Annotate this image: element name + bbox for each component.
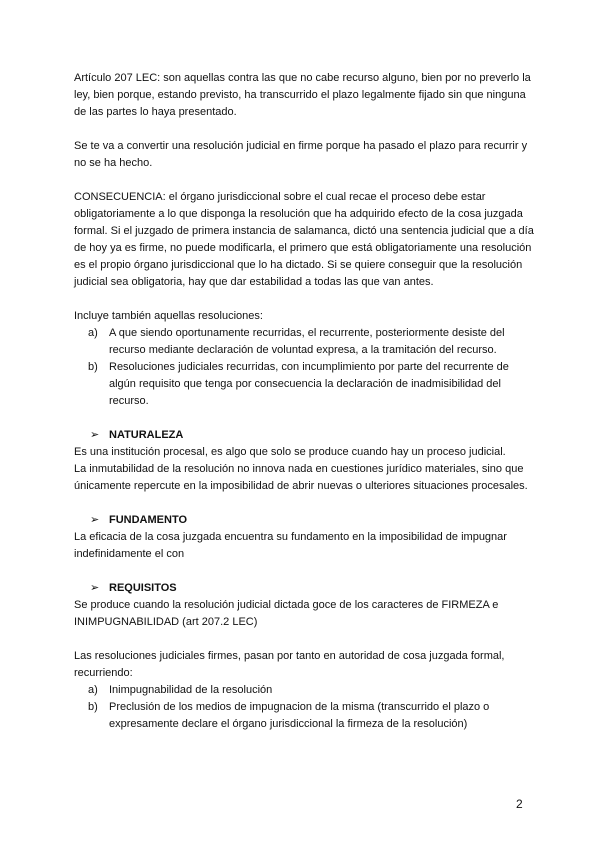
list-marker: b) [88,361,98,373]
heading-text: NATURALEZA [109,429,184,441]
arrow-bullet-icon: ➢ [90,429,100,441]
paragraph-incluye: Incluye también aquellas resoluciones: [74,310,263,322]
paragraph-fundamento: La eficacia de la cosa juzgada encuentra su fundamento en la imposibilidad de impugnar indefinidamente el con [74,531,507,560]
paragraph-consecuencia: CONSECUENCIA: el órgano jurisdiccional sobre el cual recae el proceso debe estar obligatoriamente a lo que disponga la resolución que ha adquirido efecto de la cosa juzgada formal. Si el juzgado de primera instancia de salamanca, dictó una sentencia judicial que a día de hoy ya es firme, no puede modificarla, el primero que está obligatoriamente una resolución es el propio órgano jurisdiccional que lo ha dictado. Si se quiere conseguir que la resolución judicial sea obligatoria, hay que dar estabilidad a todas las que van antes. [74,191,534,288]
page-number: 2 [516,797,523,811]
paragraph-requisitos: Se produce cuando la resolución judicial dictada goce de los caracteres de FIRMEZA e INIMPUGNABILIDAD (art 207.2 LEC) [74,599,499,628]
paragraph-articulo-207: Artículo 207 LEC: son aquellas contra las que no cabe recurso alguno, bien por no preverlo la ley, bien porque, estando previsto, ha transcurrido el plazo legalmente fijado sin que ninguna de las partes lo haya presentado. [74,72,531,118]
heading-text: REQUISITOS [109,582,177,594]
list-item [74,359,536,410]
list-marker: b) [88,701,98,713]
page-content [74,70,536,733]
arrow-bullet-icon: ➢ [90,514,100,526]
list-item [74,699,536,733]
heading-requisitos [74,580,536,597]
paragraph-firmeza: Se te va a convertir una resolución judicial en firme porque ha pasado el plazo para recurrir y no se ha hecho. [74,140,528,169]
paragraph-naturaleza-2: La inmutabilidad de la resolución no innova nada en cuestiones jurídico materiales, sino que únicamente repercute en la imposibilidad de abrir nuevas o ulteriores situaciones procesales. [74,463,528,492]
paragraph-resoluciones-firmes: Las resoluciones judiciales firmes, pasan por tanto en autoridad de cosa juzgada formal, recurriendo: [74,650,505,679]
arrow-bullet-icon: ➢ [90,582,100,594]
heading-fundamento [74,512,536,529]
list-marker: a) [88,327,98,339]
list-item-text: A que siendo oportunamente recurridas, el recurrente, posteriormente desiste del recurso mediante declaración de voluntad expresa, a la tramitación del recurso. [109,327,505,356]
heading-text: FUNDAMENTO [109,514,188,526]
list-item [74,325,536,359]
list-item-text: Resoluciones judiciales recurridas, con incumplimiento por parte del recurrente de algún requisito que tenga por consecuencia la declaración de inadmisibilidad del recurso. [109,361,509,407]
list-marker: a) [88,684,98,696]
list-item-text: Inimpugnabilidad de la resolución [109,684,273,696]
resoluciones-list [74,325,536,410]
list-item [74,682,536,699]
heading-naturaleza [74,427,536,444]
list-item-text: Preclusión de los medios de impugnacion de la misma (transcurrido el plazo o expresamente declare el órgano jurisdiccional la firmeza de la resolución) [109,701,490,730]
paragraph-naturaleza-1: Es una institución procesal, es algo que solo se produce cuando hay un proceso judicial. [74,446,506,458]
requisitos-list [74,682,536,733]
